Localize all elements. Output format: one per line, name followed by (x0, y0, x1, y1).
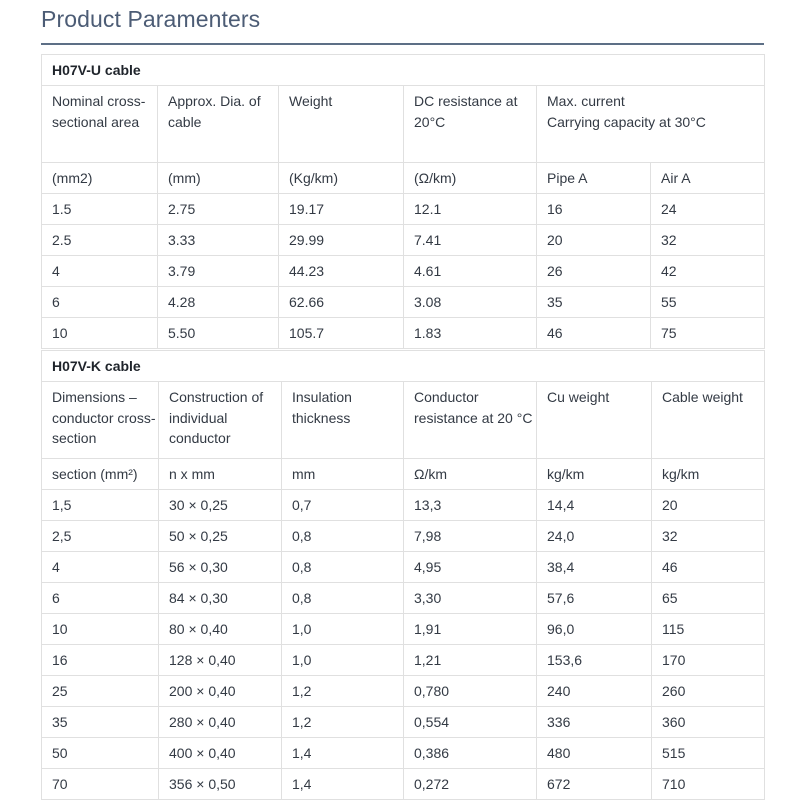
table-cell: 46 (537, 318, 651, 349)
table-cell: 3,30 (404, 583, 537, 614)
table-unit-row (42, 459, 765, 490)
column-header: Weight (279, 86, 404, 163)
table-cell: 7,98 (404, 521, 537, 552)
unit-cell: (mm) (158, 163, 279, 194)
table-cell: 2.75 (158, 194, 279, 225)
table-row (42, 287, 765, 318)
unit-cell: kg/km (537, 459, 652, 490)
unit-cell: (mm2) (42, 163, 158, 194)
table-cell: 75 (651, 318, 765, 349)
table-cell: 2,5 (42, 521, 159, 552)
table-cell: 240 (537, 676, 652, 707)
column-header: Insulation thickness (282, 382, 404, 459)
table-cell: 1,4 (282, 738, 404, 769)
table-row (42, 614, 765, 645)
table-cell: 25 (42, 676, 159, 707)
column-header: Max. current Carrying capacity at 30°C (537, 86, 765, 163)
table-cell: 1,2 (282, 676, 404, 707)
h07v-k-table (41, 350, 765, 800)
column-header: Cu weight (537, 382, 652, 459)
table-cell: 170 (652, 645, 765, 676)
unit-cell: Ω/km (404, 459, 537, 490)
table-cell: 480 (537, 738, 652, 769)
table-cell: 115 (652, 614, 765, 645)
table-cell: 1.5 (42, 194, 158, 225)
unit-cell: n x mm (159, 459, 282, 490)
table-cell: 0,272 (404, 769, 537, 800)
table-cell: 24,0 (537, 521, 652, 552)
table-row (42, 676, 765, 707)
column-header: Conductor resistance at 20 °C (404, 382, 537, 459)
unit-cell: Pipe A (537, 163, 651, 194)
unit-cell: (Ω/km) (404, 163, 537, 194)
table-row (42, 552, 765, 583)
table-cell: 16 (42, 645, 159, 676)
table-cell: 46 (652, 552, 765, 583)
table-cell: 1,5 (42, 490, 159, 521)
table-row (42, 318, 765, 349)
table-row (42, 225, 765, 256)
column-header: Construction of individual conductor (159, 382, 282, 459)
table-row (42, 256, 765, 287)
table-cell: 0,8 (282, 552, 404, 583)
table-cell: 84 × 0,30 (159, 583, 282, 614)
table-cell: 5.50 (158, 318, 279, 349)
table-cell: 12.1 (404, 194, 537, 225)
table-cell: 19.17 (279, 194, 404, 225)
table-cell: 32 (651, 225, 765, 256)
unit-cell: section (mm²) (42, 459, 159, 490)
table-cell: 360 (652, 707, 765, 738)
column-header: Nominal cross-sectional area (42, 86, 158, 163)
table-cell: 96,0 (537, 614, 652, 645)
table-cell: 0,8 (282, 521, 404, 552)
table-cell: 20 (652, 490, 765, 521)
unit-cell: (Kg/km) (279, 163, 404, 194)
table-cell: 4,95 (404, 552, 537, 583)
table-cell: 0,554 (404, 707, 537, 738)
column-header: Dimensions – conductor cross-section (42, 382, 159, 459)
table-caption: H07V-U cable (42, 55, 765, 86)
table-row (42, 521, 765, 552)
column-header: Approx. Dia. of cable (158, 86, 279, 163)
column-header: DC resistance at 20°C (404, 86, 537, 163)
table-cell: 26 (537, 256, 651, 287)
table-cell: 1,21 (404, 645, 537, 676)
table-cell: 38,4 (537, 552, 652, 583)
table-cell: 35 (42, 707, 159, 738)
table-cell: 56 × 0,30 (159, 552, 282, 583)
table-cell: 0,8 (282, 583, 404, 614)
table-cell: 336 (537, 707, 652, 738)
table-row (42, 583, 765, 614)
table-cell: 0,7 (282, 490, 404, 521)
table-cell: 4.61 (404, 256, 537, 287)
table-row (42, 707, 765, 738)
table-cell: 515 (652, 738, 765, 769)
table-cell: 16 (537, 194, 651, 225)
table-cell: 1,2 (282, 707, 404, 738)
table-cell: 1,4 (282, 769, 404, 800)
table-cell: 10 (42, 614, 159, 645)
table-unit-row (42, 163, 765, 194)
table-cell: 29.99 (279, 225, 404, 256)
table-cell: 70 (42, 769, 159, 800)
table-cell: 1.83 (404, 318, 537, 349)
table-cell: 4 (42, 256, 158, 287)
table-row (42, 194, 765, 225)
table-cell: 13,3 (404, 490, 537, 521)
unit-cell: kg/km (652, 459, 765, 490)
table-cell: 0,780 (404, 676, 537, 707)
table-cell: 4.28 (158, 287, 279, 318)
unit-cell: mm (282, 459, 404, 490)
table-header-row (42, 86, 765, 163)
unit-cell: Air A (651, 163, 765, 194)
table-cell: 50 (42, 738, 159, 769)
table-cell: 710 (652, 769, 765, 800)
table-body (42, 194, 765, 349)
h07v-u-table (41, 54, 765, 349)
table-cell: 1,0 (282, 645, 404, 676)
table-cell: 356 × 0,50 (159, 769, 282, 800)
table-cell: 7.41 (404, 225, 537, 256)
table-cell: 57,6 (537, 583, 652, 614)
table-cell: 260 (652, 676, 765, 707)
table-cell: 65 (652, 583, 765, 614)
table-cell: 6 (42, 583, 159, 614)
column-header: Cable weight (652, 382, 765, 459)
table-row (42, 738, 765, 769)
table-cell: 35 (537, 287, 651, 318)
table-cell: 50 × 0,25 (159, 521, 282, 552)
table-cell: 1,91 (404, 614, 537, 645)
table-cell: 10 (42, 318, 158, 349)
table-cell: 3.33 (158, 225, 279, 256)
table-cell: 105.7 (279, 318, 404, 349)
table-cell: 3.08 (404, 287, 537, 318)
table-cell: 14,4 (537, 490, 652, 521)
table-cell: 4 (42, 552, 159, 583)
table-cell: 55 (651, 287, 765, 318)
table-cell: 3.79 (158, 256, 279, 287)
table-cell: 32 (652, 521, 765, 552)
table-cell: 153,6 (537, 645, 652, 676)
title-divider (41, 43, 764, 45)
table-cell: 1,0 (282, 614, 404, 645)
table-cell: 400 × 0,40 (159, 738, 282, 769)
table-cell: 42 (651, 256, 765, 287)
table-cell: 0,386 (404, 738, 537, 769)
table-header-row (42, 382, 765, 459)
table-cell: 20 (537, 225, 651, 256)
table-row (42, 769, 765, 800)
table-cell: 200 × 0,40 (159, 676, 282, 707)
table-cell: 2.5 (42, 225, 158, 256)
table-cell: 280 × 0,40 (159, 707, 282, 738)
table-cell: 44.23 (279, 256, 404, 287)
table-cell: 30 × 0,25 (159, 490, 282, 521)
table-cell: 62.66 (279, 287, 404, 318)
table-cell: 128 × 0,40 (159, 645, 282, 676)
table-row (42, 645, 765, 676)
table-row (42, 490, 765, 521)
page-title: Product Paramenters (41, 6, 261, 32)
table-cell: 6 (42, 287, 158, 318)
table-body (42, 490, 765, 800)
table-cell: 80 × 0,40 (159, 614, 282, 645)
table-caption: H07V-K cable (42, 351, 765, 382)
table-cell: 24 (651, 194, 765, 225)
table-cell: 672 (537, 769, 652, 800)
